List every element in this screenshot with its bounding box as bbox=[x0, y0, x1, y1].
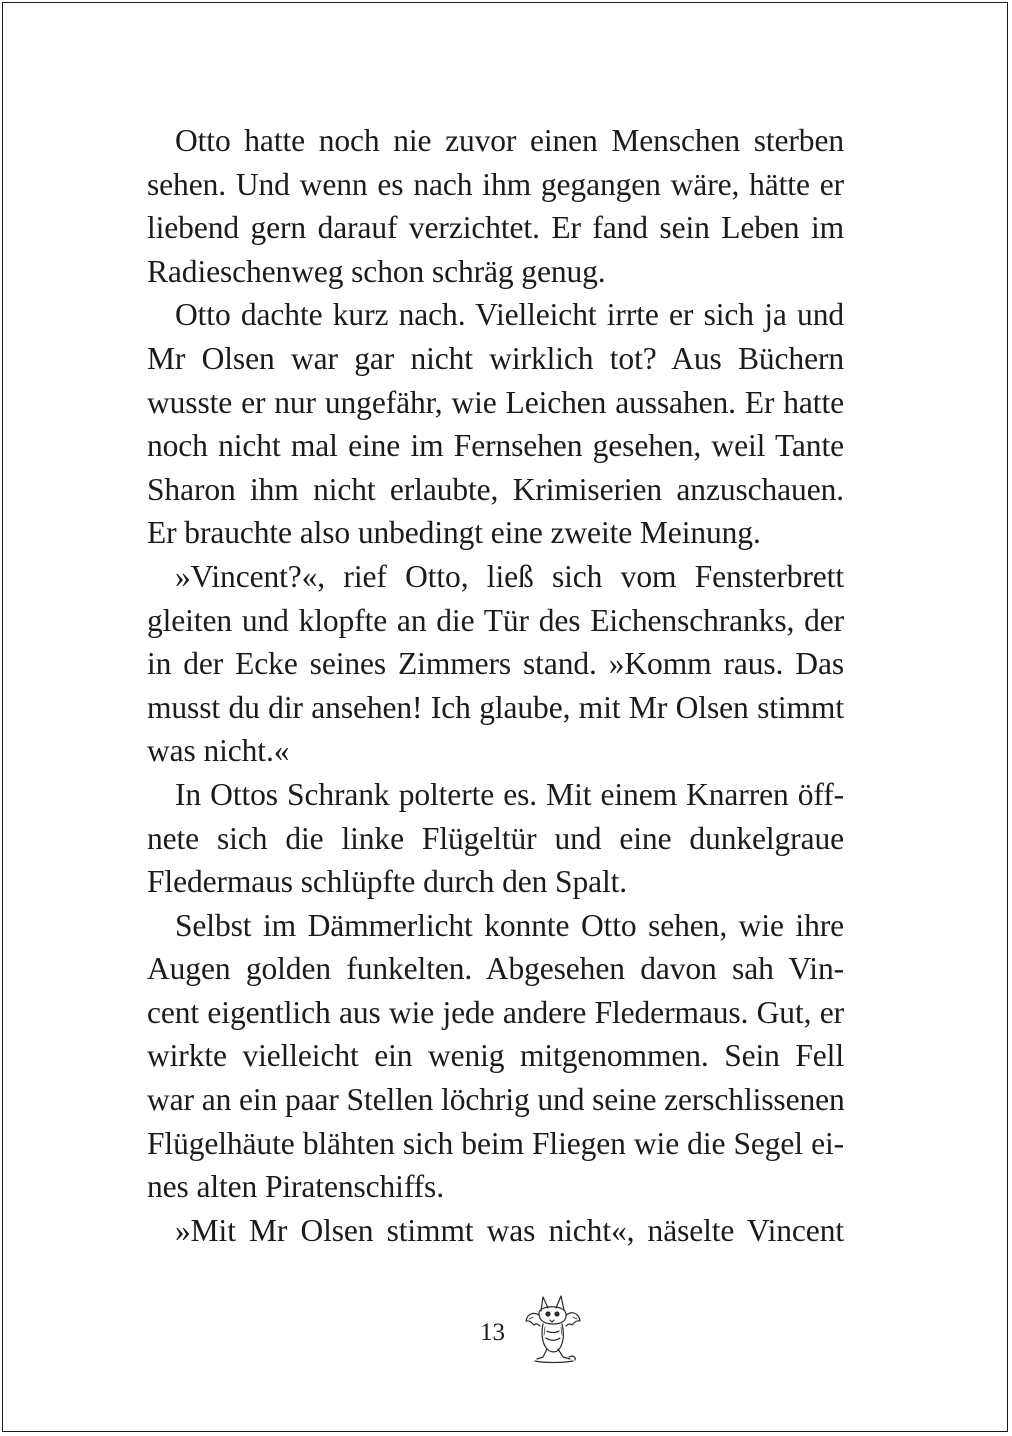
text-line: Radieschenweg schon schräg genug. bbox=[147, 253, 606, 289]
text-line: nete sich die linke Flügeltür und eine dunkelgraue bbox=[147, 820, 844, 856]
text-line: wirkte vielleicht ein wenig mitgenommen. Sein Fell bbox=[147, 1038, 844, 1074]
text-line: Sharon ihm nicht erlaubte, Krimiserien anzuschauen. bbox=[147, 471, 844, 507]
text-line: Selbst im Dämmerlicht konnte Otto sehen, wie ihre bbox=[175, 907, 844, 943]
text-line: war an ein paar Stellen löchrig und seine zerschlissenen bbox=[147, 1082, 845, 1118]
book-page bbox=[2, 2, 1008, 1432]
text-line: Mr Olsen war gar nicht wirklich tot? Aus Büchern bbox=[147, 340, 844, 376]
text-line: was nicht.« bbox=[147, 733, 290, 769]
text-line: gleiten und klopfte an die Tür des Eichenschranks, der bbox=[147, 602, 844, 638]
text-line: Otto hatte noch nie zuvor einen Menschen sterben bbox=[175, 123, 844, 158]
bat-ornament-icon bbox=[523, 1291, 583, 1367]
text-line: musst du dir ansehen! Ich glaube, mit Mr Olsen stimmt bbox=[147, 689, 844, 725]
page-number: 13 bbox=[480, 1319, 505, 1346]
text-line: »Mit Mr Olsen stimmt was nicht«, näselte Vincent bbox=[175, 1212, 844, 1248]
text-line: wusste er nur ungefähr, wie Leichen aussahen. Er hatte bbox=[147, 384, 844, 420]
text-line: nes alten Piratenschiffs. bbox=[147, 1169, 444, 1205]
text-line: »Vincent?«, rief Otto, ließ sich vom Fensterbrett bbox=[175, 558, 844, 594]
text-line: noch nicht mal eine im Fernsehen gesehen, weil Tante bbox=[147, 428, 844, 464]
text-line: sehen. Und wenn es nach ihm gegangen wäre, hätte er bbox=[147, 166, 844, 202]
text-line: Fledermaus schlüpfte durch den Spalt. bbox=[147, 864, 628, 900]
text-line: Flügelhäute blähten sich beim Fliegen wie die Segel ei- bbox=[147, 1125, 844, 1161]
text-line: In Ottos Schrank polterte es. Mit einem Knarren öff- bbox=[175, 776, 844, 812]
text-line: Otto dachte kurz nach. Vielleicht irrte er sich ja und bbox=[175, 297, 844, 333]
body-text bbox=[147, 119, 844, 1252]
text-line: liebend gern darauf verzichtet. Er fand sein Leben im bbox=[147, 210, 844, 246]
text-line: cent eigentlich aus wie jede andere Fledermaus. Gut, er bbox=[147, 994, 844, 1030]
text-line: Augen golden funkelten. Abgesehen davon sah Vin- bbox=[147, 951, 844, 987]
text-line: Er brauchte also unbedingt eine zweite Meinung. bbox=[147, 515, 761, 551]
text-line: in der Ecke seines Zimmers stand. »Komm raus. Das bbox=[147, 646, 844, 682]
